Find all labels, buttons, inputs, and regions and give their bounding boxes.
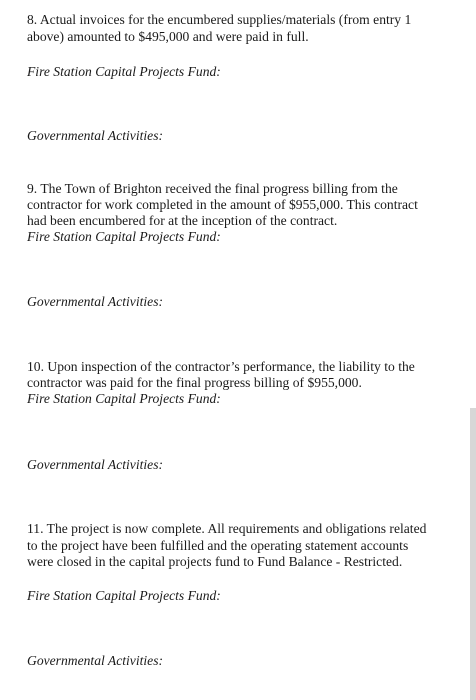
item-10-text-line-1: 10. Upon inspection of the contractor’s performance, the liability to the bbox=[27, 359, 415, 374]
item-9-text-line-1: 9. The Town of Brighton received the final progress billing from the bbox=[27, 181, 398, 196]
item-8-fund-heading: Fire Station Capital Projects Fund: bbox=[27, 64, 221, 79]
item-11-text-line-2: to the project have been fulfilled and the operating statement accounts bbox=[27, 538, 409, 553]
item-9-text-line-2: contractor for work completed in the amount of $955,000. This contract bbox=[27, 197, 418, 212]
item-10-fund-heading: Fire Station Capital Projects Fund: bbox=[27, 391, 221, 406]
vertical-scrollbar[interactable] bbox=[470, 408, 476, 700]
item-10-governmental-heading: Governmental Activities: bbox=[27, 457, 164, 472]
item-10-text-line-2: contractor was paid for the final progress billing of $955,000. bbox=[27, 375, 362, 390]
item-8-text-line-1: 8. Actual invoices for the encumbered supplies/materials (from entry 1 bbox=[27, 12, 412, 27]
item-11-fund-heading: Fire Station Capital Projects Fund: bbox=[27, 588, 221, 603]
item-8-text-line-2: above) amounted to $495,000 and were paid in full. bbox=[27, 29, 309, 44]
item-11-governmental-heading: Governmental Activities: bbox=[27, 653, 164, 668]
item-8-governmental-heading: Governmental Activities: bbox=[27, 128, 164, 143]
item-11-text-line-3: were closed in the capital projects fund to Fund Balance - Restricted. bbox=[27, 554, 403, 569]
item-11-text-line-1: 11. The project is now complete. All requirements and obligations related bbox=[27, 521, 427, 536]
item-9-text-line-3: had been encumbered for at the inception of the contract. bbox=[27, 213, 338, 228]
item-9-governmental-heading: Governmental Activities: bbox=[27, 294, 164, 309]
item-9-fund-heading: Fire Station Capital Projects Fund: bbox=[27, 229, 221, 244]
